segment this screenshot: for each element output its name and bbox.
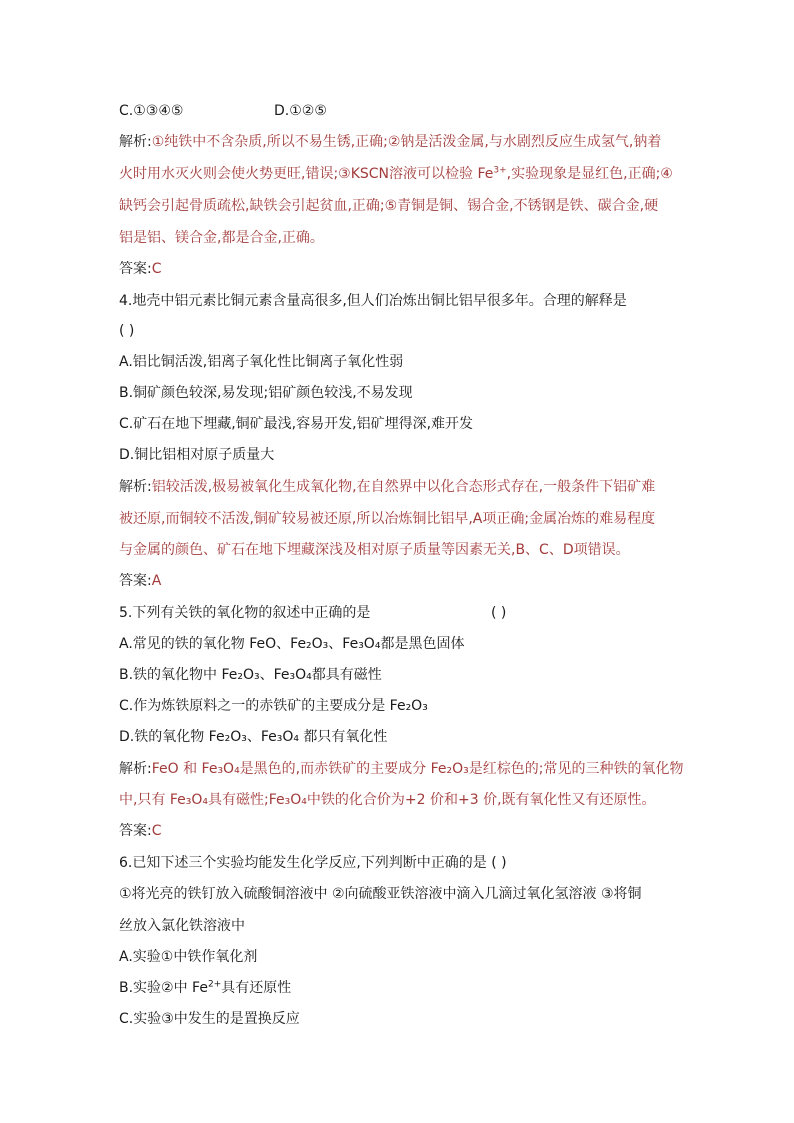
q4-option-b: B.铜矿颜色较深,易发现;铝矿颜色较浅,不易发现 (119, 385, 413, 401)
q3-analysis-line-3: 缺钙会引起骨质疏松,缺铁会引起贫血,正确;⑤青铜是铜、锡合金,不锈钢是铁、碳合金,硬 (119, 198, 659, 214)
q5-analysis-line-2: 中,只有 Fe₃O₄具有磁性;Fe₃O₄中铁的化合价为+2 价和+3 价,既有氧化性又有还原性。 (119, 792, 656, 808)
q6-option-a: A.实验①中铁作氧化剂 (119, 949, 258, 965)
q3-answer: 答案:C (119, 261, 162, 277)
q5-option-c: C.作为炼铁原料之一的赤铁矿的主要成分是 Fe₂O₃ (119, 698, 428, 714)
q3-analysis-line-4: 铝是铝、镁合金,都是合金,正确。 (119, 230, 324, 246)
q4-option-c: C.矿石在地下埋藏,铜矿最浅,容易开发,铝矿埋得深,难开发 (119, 416, 474, 432)
q5-stem-row (119, 603, 507, 623)
q4-analysis-label: 解析: (119, 479, 152, 495)
q6-experiments-line-2: 丝放入氯化铁溶液中 (119, 918, 245, 934)
q4-stem: 4.地壳中铝元素比铜元素含量高很多,但人们冶炼出铜比铝早很多年。合理的解释是 (119, 293, 627, 309)
q6-experiments-line-1: ①将光亮的铁钉放入硫酸铜溶液中 ②向硫酸亚铁溶液中滴入几滴过氧化氢溶液 ③将铜 (119, 886, 642, 902)
q4-analysis-line-2: 被还原,而铜较不活泼,铜矿较易被还原,所以冶炼铜比铝早,A项正确;金属冶炼的难易程度 (119, 511, 656, 527)
q4-analysis-line-1: 解析:铝较活泼,极易被氧化生成氧化物,在自然界中以化合态形式存在,一般条件下铝矿难 (119, 479, 656, 495)
q5-blank: ( ) (491, 605, 507, 621)
q5-stem: 5.下列有关铁的氧化物的叙述中正确的是 (119, 605, 371, 621)
q6-option-c: C.实验③中发生的是置换反应 (119, 1011, 300, 1027)
q5-analysis-line-1: 解析:FeO 和 Fe₃O₄是黑色的,而赤铁矿的主要成分 Fe₂O₃是红棕色的;常见的三种铁的氧化物 (119, 761, 684, 777)
q3-analysis-line-1: 解析:①纯铁中不含杂质,所以不易生锈,正确;②钠是活泼金属,与水剧烈反应生成氢气,钠着 (119, 134, 662, 150)
q3-analysis-label: 解析: (119, 134, 152, 150)
q6-option-b: B.实验②中 $Fe^{2+}$具有还原性 (119, 979, 292, 996)
q4-answer: 答案:A (119, 573, 162, 589)
q5-analysis-label: 解析: (119, 761, 152, 777)
q4-blank: ( ) (119, 323, 135, 339)
q3-options-row (119, 101, 327, 121)
q6-stem: 6.已知下述三个实验均能发生化学反应,下列判断中正确的是 ( ) (119, 855, 507, 871)
q4-option-a: A.铝比铜活泼,铝离子氧化性比铜离子氧化性弱 (119, 354, 404, 370)
q4-option-d: D.铜比铝相对原子质量大 (119, 447, 275, 463)
q5-option-a: A.常见的铁的氧化物 FeO、Fe₂O₃、Fe₃O₄都是黑色固体 (119, 636, 465, 652)
q3-option-d: D.①②⑤ (274, 103, 327, 119)
q3-option-c: C.①③④⑤ (119, 103, 184, 119)
q5-answer: 答案:C (119, 823, 162, 839)
q5-option-d: D.铁的氧化物 Fe₂O₃、Fe₃O₄ 都只有氧化性 (119, 729, 388, 745)
q3-analysis-line-2: 火时用水灭火则会使火势更旺,错误;③KSCN溶液可以检验 $Fe^{3+}$,实验现象是显红色,正确;④ (119, 165, 673, 182)
q4-analysis-line-3: 与金属的颜色、矿石在地下埋藏深浅及相对原子质量等因素无关,B、C、D项错误。 (119, 542, 630, 558)
q5-option-b: B.铁的氧化物中 Fe₂O₃、Fe₃O₄都具有磁性 (119, 667, 382, 683)
